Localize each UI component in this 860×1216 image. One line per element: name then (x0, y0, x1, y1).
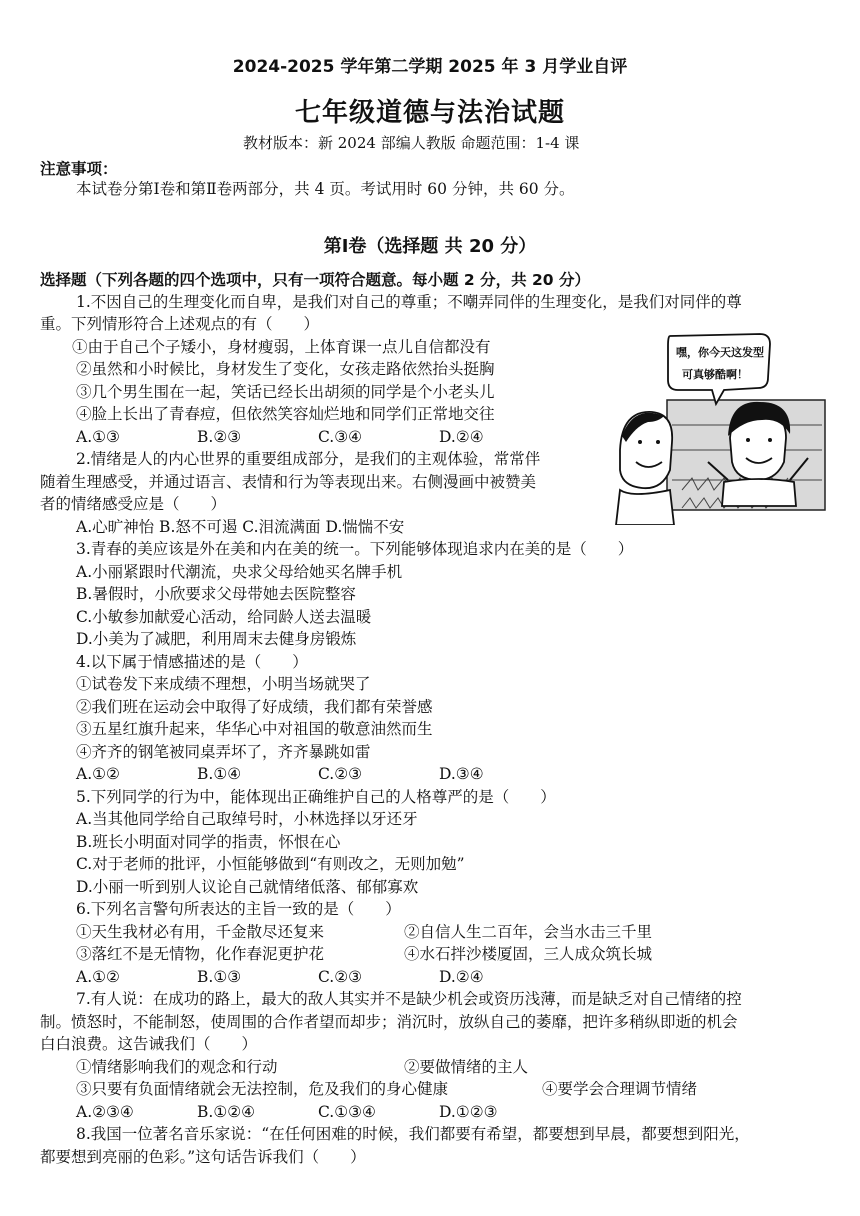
q1-stem-line2: 重。下列情形符合上述观点的有（ ） (40, 315, 320, 333)
cartoon-speech-line2: 可真够酷啊！ (682, 368, 748, 381)
q3-option-b: B.暑假时，小欣要求父母带她去医院整容 (76, 585, 356, 603)
q3-option-a: A.小丽紧跟时代潮流，央求父母给她买名牌手机 (76, 563, 403, 581)
q7-statement-4: ④要学会合理调节情绪 (542, 1080, 698, 1098)
q7-option-c: C.①③④ (318, 1103, 376, 1121)
q1-option-d: D.②④ (439, 428, 484, 446)
q1-option-b: B.②③ (197, 428, 242, 446)
q1-option-c: C.③④ (318, 428, 363, 446)
q1-statement-2: ②虽然和小时候比，身材发生了变化，女孩走路依然抬头挺胸 (76, 360, 495, 378)
q6-option-c: C.②③ (318, 968, 363, 986)
term-heading: 2024-2025 学年第二学期 2025 年 3 月学业自评 (232, 57, 628, 77)
q7-option-b: B.①②④ (197, 1103, 256, 1121)
q6-statement-2: ②自信人生二百年，会当水击三千里 (404, 923, 653, 941)
section-instructions: 选择题（下列各题的四个选项中，只有一项符合题意。每小题 2 分，共 20 分） (40, 271, 590, 289)
q5-option-c: C.对于老师的批评，小恒能够做到“有则改之，无则加勉” (76, 855, 465, 873)
q5-stem: 5.下列同学的行为中，能体现出正确维护自己的人格尊严的是（ ） (76, 788, 556, 806)
q4-option-a: A.①② (76, 765, 120, 783)
cartoon-illustration (612, 330, 827, 525)
q3-stem: 3.青春的美应该是外在美和内在美的统一。下列能够体现追求内在美的是（ ） (76, 540, 634, 558)
exam-title: 七年级道德与法治试题 (294, 98, 565, 128)
q6-statement-1: ①天生我材必有用，千金散尽还复来 (76, 923, 325, 941)
q6-option-a: A.①② (76, 968, 120, 986)
q1-option-a: A.①③ (76, 428, 120, 446)
q8-stem-line1: 8.我国一位著名音乐家说：“在任何困难的时候，我们都要有希望，都要想到早晨，都要想到阳光， (76, 1125, 750, 1143)
q7-stem-line2: 制。愤怒时，不能制怒，使周围的合作者望而却步；消沉时，放纵自己的萎靡，把许多稍纵即逝的机会 (40, 1013, 738, 1031)
q7-stem-line3: 白白浪费。这告诫我们（ ） (40, 1035, 258, 1053)
q2-stem-line2: 随着生理感受，并通过语言、表情和行为等表现出来。右侧漫画中被赞美 (40, 473, 537, 491)
q5-option-b: B.班长小明面对同学的指责，怀恨在心 (76, 833, 341, 851)
q1-statement-1: ①由于自己个子矮小，身材瘦弱，上体育课一点儿自信都没有 (72, 338, 491, 356)
laughing-person-figure (616, 412, 674, 525)
q6-statement-4: ④水石拌沙楼厦固，三人成众筑长城 (404, 945, 653, 963)
q2-options: A.心旷神怡 B.怒不可遏 C.泪流满面 D.惴惴不安 (76, 518, 405, 536)
q8-stem-line2: 都要想到亮丽的色彩。”这句话告诉我们（ ） (40, 1148, 366, 1166)
q4-statement-1: ①试卷发下来成绩不理想，小明当场就哭了 (76, 675, 371, 693)
q3-option-c: C.小敏参加献爱心活动，给同龄人送去温暖 (76, 608, 372, 626)
q3-option-d: D.小美为了减肥，利用周末去健身房锻炼 (76, 630, 357, 648)
q6-option-b: B.①③ (197, 968, 242, 986)
q4-option-c: C.②③ (318, 765, 363, 783)
q4-stem: 4.以下属于情感描述的是（ ） (76, 653, 308, 671)
q1-statement-4: ④脸上长出了青春痘，但依然笑容灿烂地和同学们正常地交往 (76, 405, 495, 423)
q4-statement-3: ③五星红旗升起来，华华心中对祖国的敬意油然而生 (76, 720, 433, 738)
notice-label: 注意事项： (40, 160, 118, 178)
q1-stem-line1: 1.不因自己的生理变化而自卑，是我们对自己的尊重；不嘲弄同伴的生理变化，是我们对同伴的尊 (76, 293, 742, 311)
q7-stem-line1: 7.有人说：在成功的路上，最大的敌人其实并不是缺少机会或资历浅薄，而是缺乏对自己情绪的控 (76, 990, 742, 1008)
q4-option-b: B.①④ (197, 765, 242, 783)
q6-stem: 6.下列名言警句所表达的主旨一致的是（ ） (76, 900, 401, 918)
textbook-info: 教材版本：新 2024 部编人教版 命题范围：1-4 课 (243, 134, 580, 152)
q6-statement-3: ③落红不是无情物，化作春泥更护花 (76, 945, 325, 963)
q7-statement-3: ③只要有负面情绪就会无法控制，危及我们的身心健康 (76, 1080, 449, 1098)
q5-option-d: D.小丽一听到别人议论自己就情绪低落、郁郁寡欢 (76, 878, 419, 896)
q7-statement-1: ①情绪影响我们的观念和行动 (76, 1058, 278, 1076)
section-title: 第Ⅰ卷（选择题 共 20 分） (323, 236, 537, 257)
q7-statement-2: ②要做情绪的主人 (404, 1058, 529, 1076)
notice-text: 本试卷分第Ⅰ卷和第Ⅱ卷两部分，共 4 页。考试用时 60 分钟，共 60 分。 (76, 180, 575, 198)
q4-option-d: D.③④ (439, 765, 484, 783)
q5-option-a: A.当其他同学给自己取绰号时，小林选择以牙还牙 (76, 810, 418, 828)
q7-option-d: D.①②③ (439, 1103, 498, 1121)
q2-stem-line1: 2.情绪是人的内心世界的重要组成部分，是我们的主观体验，常常伴 (76, 450, 541, 468)
q7-option-a: A.②③④ (76, 1103, 134, 1121)
q6-option-d: D.②④ (439, 968, 484, 986)
q1-statement-3: ③几个男生围在一起，笑话已经长出胡须的同学是个小老头儿 (76, 383, 495, 401)
q4-statement-4: ④齐齐的钢笔被同桌弄坏了，齐齐暴跳如雷 (76, 743, 371, 761)
q2-stem-line3: 者的情绪感受应是（ ） (40, 495, 227, 513)
q4-statement-2: ②我们班在运动会中取得了好成绩，我们都有荣誉感 (76, 698, 433, 716)
cartoon-speech-line1: 嘿，你今天这发型 (676, 346, 764, 359)
